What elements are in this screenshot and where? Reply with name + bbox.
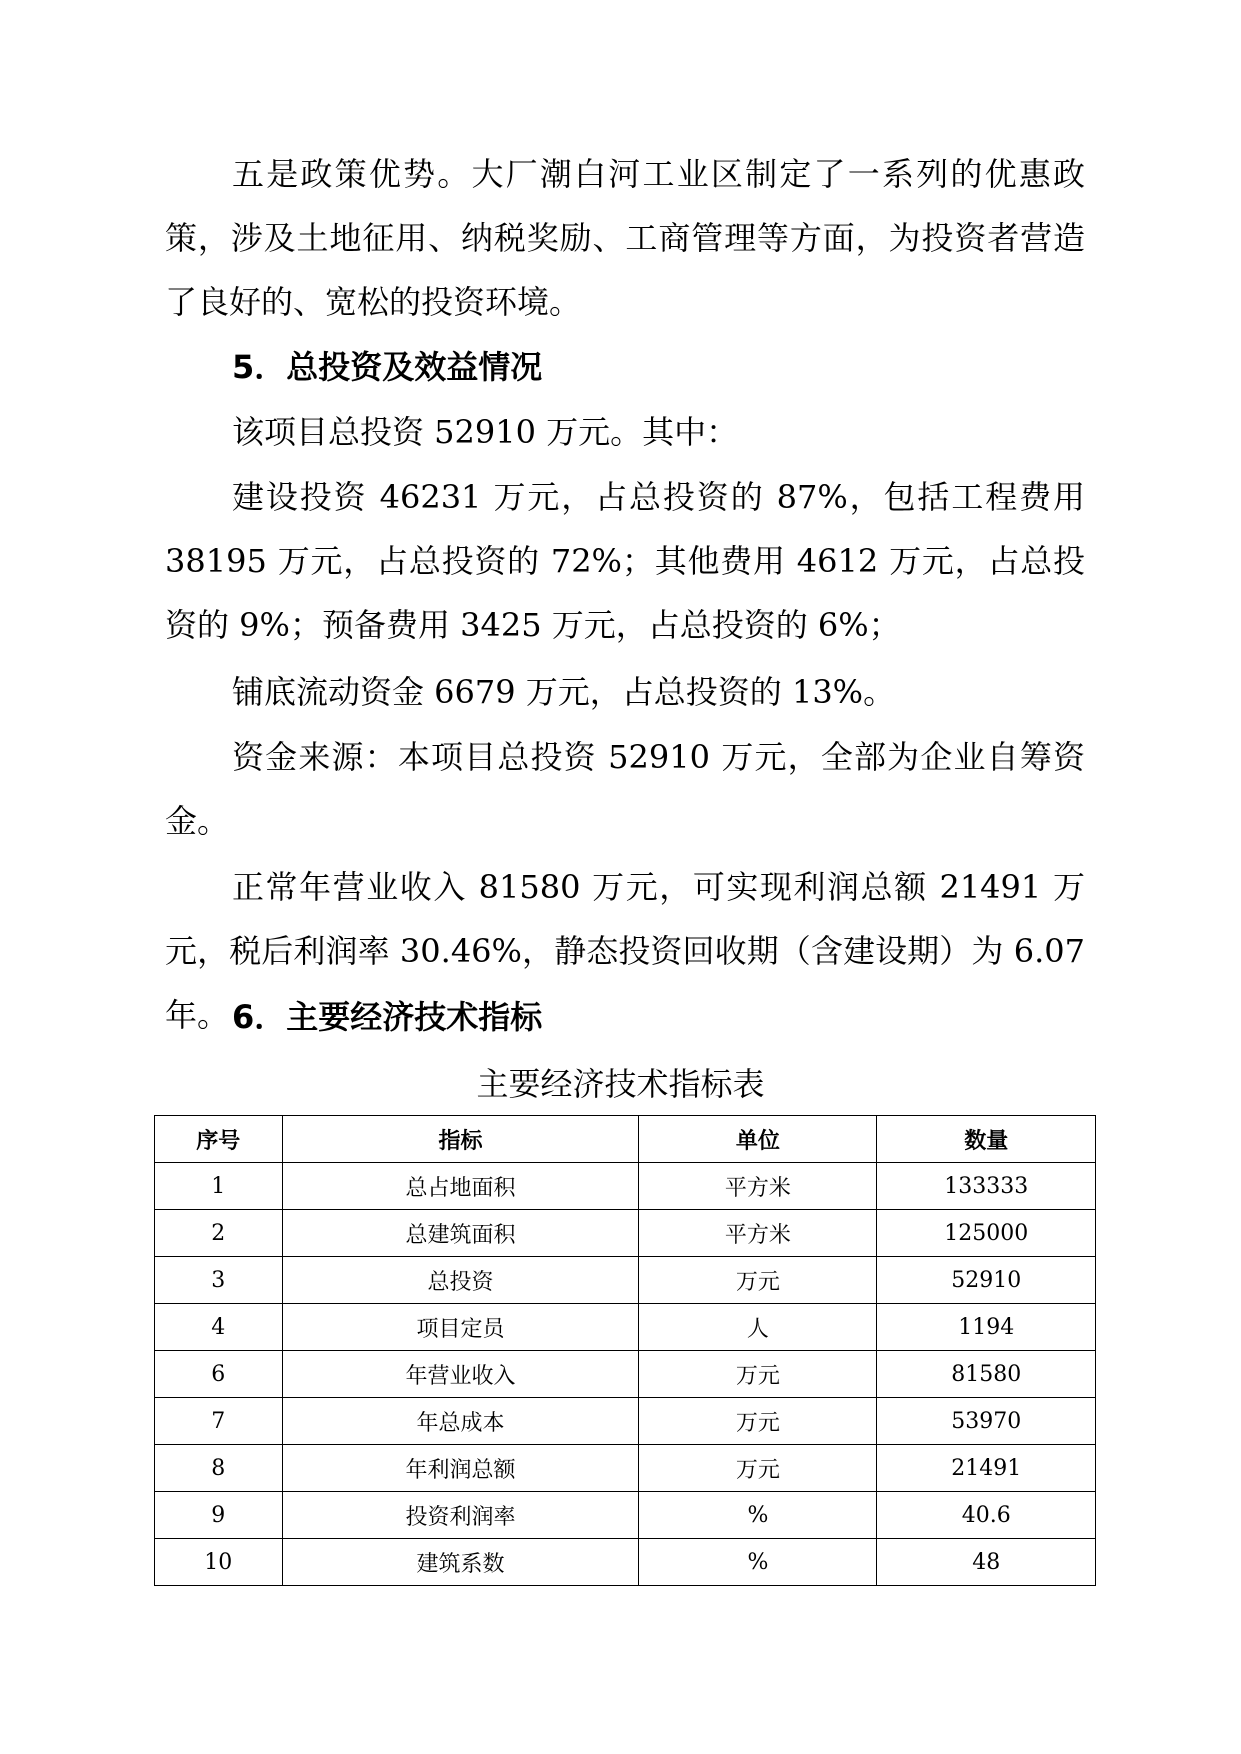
cell-indicator: 总占地面积 xyxy=(282,1163,639,1210)
cell-indicator: 建筑系数 xyxy=(282,1539,639,1586)
cell-indicator: 总建筑面积 xyxy=(282,1210,639,1257)
header-cell-indicator: 指标 xyxy=(282,1116,639,1163)
cell-index: 9 xyxy=(155,1492,283,1539)
cell-index: 6 xyxy=(155,1351,283,1398)
table-row xyxy=(155,1257,1096,1304)
policy-advantage-paragraph: 五是政策优势。大厂潮白河工业区制定了一系列的优惠政策，涉及土地征用、纳税奖励、工商管理等方面，为投资者营造了良好的、宽松的投资环境。 xyxy=(165,155,1085,321)
table-row xyxy=(155,1351,1096,1398)
cell-index: 10 xyxy=(155,1539,283,1586)
cell-unit: 万元 xyxy=(639,1398,877,1445)
table-row xyxy=(155,1398,1096,1445)
cell-unit: 万元 xyxy=(639,1351,877,1398)
table-row xyxy=(155,1492,1096,1539)
cell-indicator: 投资利润率 xyxy=(282,1492,639,1539)
table-row xyxy=(155,1304,1096,1351)
table-row xyxy=(155,1445,1096,1492)
cell-index: 4 xyxy=(155,1304,283,1351)
cell-unit: 人 xyxy=(639,1304,877,1351)
cell-unit: 万元 xyxy=(639,1445,877,1492)
cell-index: 3 xyxy=(155,1257,283,1304)
working-capital-paragraph: 铺底流动资金 6679 万元，占总投资的 13%。 xyxy=(232,673,896,711)
table-row xyxy=(155,1539,1096,1586)
cell-unit: % xyxy=(639,1539,877,1586)
table-row xyxy=(155,1210,1096,1257)
header-cell-unit: 单位 xyxy=(639,1116,877,1163)
cell-indicator: 年营业收入 xyxy=(282,1351,639,1398)
cell-quantity: 48 xyxy=(877,1539,1096,1586)
cell-unit: 平方米 xyxy=(639,1210,877,1257)
cell-quantity: 52910 xyxy=(877,1257,1096,1304)
table-row xyxy=(155,1163,1096,1210)
table-header-row xyxy=(155,1116,1096,1163)
cell-quantity: 133333 xyxy=(877,1163,1096,1210)
cell-unit: 平方米 xyxy=(639,1163,877,1210)
section-heading-indicators: 6．主要经济技术指标 xyxy=(232,998,543,1036)
cell-quantity: 21491 xyxy=(877,1445,1096,1492)
header-cell-quantity: 数量 xyxy=(877,1116,1096,1163)
cell-index: 2 xyxy=(155,1210,283,1257)
funding-source-paragraph: 资金来源：本项目总投资 52910 万元，全部为企业自筹资金。 xyxy=(165,738,1085,840)
cell-indicator: 年利润总额 xyxy=(282,1445,639,1492)
indicators-table xyxy=(154,1115,1096,1586)
section-heading-investment: 5．总投资及效益情况 xyxy=(232,348,543,386)
cell-unit: % xyxy=(639,1492,877,1539)
cell-index: 1 xyxy=(155,1163,283,1210)
construction-investment-paragraph: 建设投资 46231 万元，占总投资的 87%，包括工程费用 38195 万元，占总投资的 72%；其他费用 4612 万元，占总投资的 9%；预备费用 3425 万元，占总投资的 6%； xyxy=(165,478,1085,644)
cell-quantity: 40.6 xyxy=(877,1492,1096,1539)
cell-quantity: 53970 xyxy=(877,1398,1096,1445)
cell-quantity: 1194 xyxy=(877,1304,1096,1351)
total-investment-paragraph: 该项目总投资 52910 万元。其中： xyxy=(232,413,739,451)
cell-index: 7 xyxy=(155,1398,283,1445)
cell-indicator: 项目定员 xyxy=(282,1304,639,1351)
table-caption: 主要经济技术指标表 xyxy=(476,1065,765,1103)
cell-quantity: 125000 xyxy=(877,1210,1096,1257)
cell-quantity: 81580 xyxy=(877,1351,1096,1398)
cell-unit: 万元 xyxy=(639,1257,877,1304)
revenue-profit-paragraph: 正常年营业收入 81580 万元，可实现利润总额 21491 万元，税后利润率 30.46%，静态投资回收期（含建设期）为 6.07 年。 xyxy=(165,868,1085,1034)
cell-index: 8 xyxy=(155,1445,283,1492)
cell-indicator: 总投资 xyxy=(282,1257,639,1304)
cell-indicator: 年总成本 xyxy=(282,1398,639,1445)
header-cell-index: 序号 xyxy=(155,1116,283,1163)
